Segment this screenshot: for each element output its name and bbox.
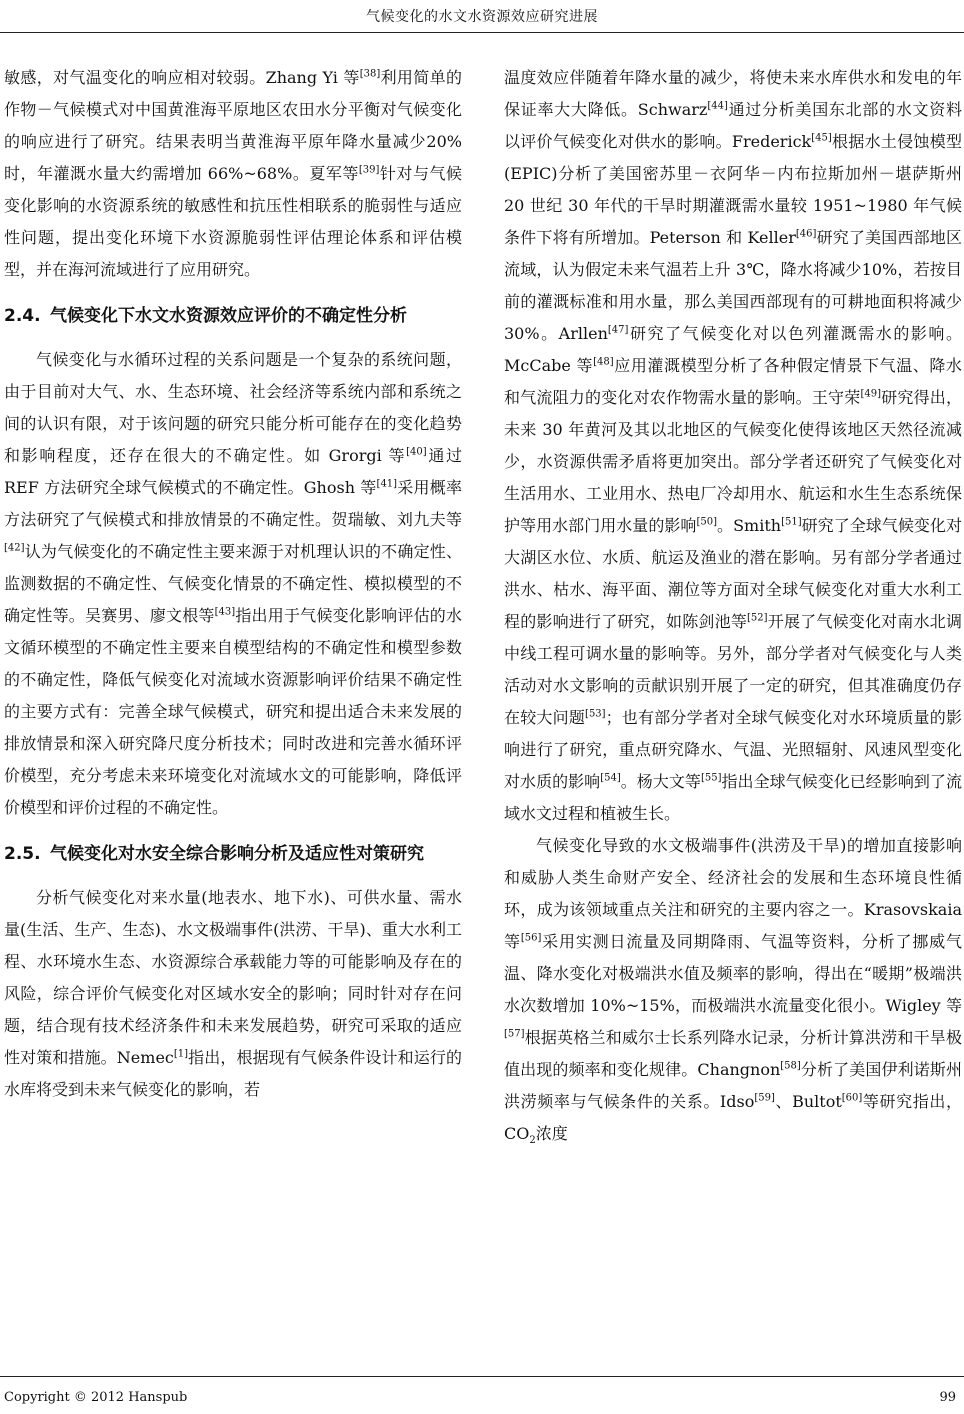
- section-number: 2.4.: [4, 306, 41, 326]
- running-title: 气候变化的水文水资源效应研究进展: [366, 9, 598, 25]
- section-number: 2.5.: [4, 844, 41, 864]
- citation-ref: [57]: [504, 1028, 525, 1040]
- citation-ref: [52]: [747, 612, 768, 624]
- section-heading-2-5: [4, 838, 462, 870]
- section-title: 气候变化对水安全综合影响分析及适应性对策研究: [50, 844, 424, 864]
- section-title: 气候变化下水文水资源效应评价的不确定性分析: [50, 306, 407, 326]
- citation-ref: [46]: [795, 228, 817, 240]
- citation-ref: [48]: [593, 356, 614, 368]
- citation-ref: [45]: [811, 132, 832, 144]
- paragraph-extreme-events: 气候变化导致的水文极端事件(洪涝及干旱)的增加直接影响和威胁人类生命财产安全、经济社会的发展和生态环境良性循环，成为该领域重点关注和研究的主要内容之一。Krasovskaia 等[56]采用实测日流量及同期降雨、气温等资料，分析了挪威气温、降水变化对极端洪水值及频率的影响，得出在“暖期”极端洪水次数增加 10%~15%，而极端洪水流量变化很小。Wigley 等[57]根据英格兰和威尔士长系列降水记录，分析计算洪涝和干旱极值出现的频率和变化规律。Changnon[58]分析了美国伊利诺斯州洪涝频率与气候条件的关系。Idso[59]、Bultot[60]等研究指出，$CO_2$浓度: [504, 836, 962, 1147]
- citation-ref: [59]: [754, 1092, 775, 1104]
- footer-rule: [0, 1376, 964, 1377]
- citation-ref: [60]: [841, 1092, 863, 1104]
- citation-ref: [55]: [700, 772, 722, 784]
- citation-ref: [53]: [585, 708, 606, 720]
- citation-ref: [47]: [607, 324, 629, 336]
- left-column: [4, 62, 462, 1106]
- header-rule: [0, 32, 964, 33]
- page-number: 99: [939, 1390, 956, 1405]
- citation-ref: [56]: [520, 932, 542, 944]
- citation-ref: [39]: [358, 164, 380, 176]
- copyright-notice: Copyright © 2012 Hanspub: [4, 1390, 188, 1405]
- citation-ref: [49]: [860, 388, 881, 400]
- citation-ref: [54]: [600, 772, 621, 784]
- citation-ref: [40]: [406, 446, 427, 458]
- citation-ref: [58]: [780, 1060, 801, 1072]
- section-heading-2-4: [4, 300, 462, 332]
- citation-ref: [50]: [696, 516, 717, 528]
- citation-ref: [38]: [359, 68, 381, 80]
- citation-ref: [42]: [4, 542, 25, 554]
- paragraph-uncertainty: 气候变化与水循环过程的关系问题是一个复杂的系统问题，由于目前对大气、水、生态环境、社会经济等系统内部和系统之间的认识有限，对于该问题的研究只能分析可能存在的变化趋势和影响程度，还存在很大的不确定性。如 Grorgi 等[40]通过 REF 方法研究全球气候模式的不确定性。Ghosh 等[41]采用概率方法研究了气候模式和排放情景的不确定性。贺瑞敏、刘九夫等[42]认为气候变化的不确定性主要来源于对机理认识的不确定性、监测数据的不确定性、气候变化情景的不确定性、模拟模型的不确定性等。吴赛男、廖文根等[43]指出用于气候变化影响评估的水文循环模型的不确定性主要来自模型结构的不确定性和模型参数的不确定性，降低气候变化对流域水资源影响评价结果不确定性的主要方式有：完善全球气候模式，研究和提出适合未来发展的排放情景和深入研究降尺度分析技术；同时改进和完善水循环评价模型，充分考虑未来环境变化对流域水文的可能影响，降低评价模型和评价过程的不确定性。: [4, 350, 462, 817]
- subscript: 2: [529, 1135, 536, 1147]
- citation-ref: [43]: [214, 606, 236, 618]
- paragraph-zhang-yi: 敏感，对气温变化的响应相对较弱。Zhang Yi 等[38]利用简单的作物－气候模式对中国黄淮海平原地区农田水分平衡对气候变化的响应进行了研究。结果表明当黄淮海平原年降水量减少20%时，年灌溉水量大约需增加 66%~68%。夏军等[39]针对与气候变化影响的水资源系统的敏感性和抗压性相联系的脆弱性与适应性问题，提出变化环境下水资源脆弱性评估理论体系和评估模型，并在海河流域进行了应用研究。: [4, 68, 462, 279]
- paragraph-water-security: 分析气候变化对来水量(地表水、地下水)、可供水量、需水量(生活、生产、生态)、水文极端事件(洪涝、干旱)、重大水利工程、水环境水生态、水资源综合承载能力等的可能影响及存在的风险，综合评价气候变化对区域水安全的影响；同时针对存在问题，结合现有技术经济条件和未来发展趋势，研究可采取的适应性对策和措施。Nemec[1]指出，根据现有气候条件设计和运行的水库将受到未来气候变化的影响，若: [4, 888, 462, 1099]
- paragraph-reservoir-impacts: 温度效应伴随着年降水量的减少，将使未来水库供水和发电的年保证率大大降低。Schwarz[44]通过分析美国东北部的水文资料以评价气候变化对供水的影响。Frederick[45]根据水土侵蚀模型(EPIC)分析了美国密苏里－衣阿华－内布拉斯加州－堪萨斯州 20 世纪 30 年代的干旱时期灌溉需水量较 1951~1980 年气候条件下将有所增加。Peterson 和 Keller[46]研究了美国西部地区流域，认为假定未来气温若上升 3℃，降水将减少10%，若按目前的灌溉标准和用水量，那么美国西部现有的可耕地面积将减少 30%。Arllen[47]研究了气候变化对以色列灌溉需水的影响。McCabe 等[48]应用灌溉模型分析了各种假定情景下气温、降水和气流阻力的变化对农作物需水量的影响。王守荣[49]研究得出，未来 30 年黄河及其以北地区的气候变化使得该地区天然径流减少，水资源供需矛盾将更加突出。部分学者还研究了气候变化对生活用水、工业用水、热电厂冷却用水、航运和水生生态系统保护等用水部门用水量的影响[50]。Smith[51]研究了全球气候变化对大湖区水位、水质、航运及渔业的潜在影响。另有部分学者通过洪水、枯水、海平面、潮位等方面对全球气候变化对重大水利工程的影响进行了研究，如陈剑池等[52]开展了气候变化对南水北调中线工程可调水量的影响等。另外，部分学者对气候变化与人类活动对水文影响的贡献识别开展了一定的研究，但其准确度仍存在较大问题[53]；也有部分学者对全球气候变化对水环境质量的影响进行了研究，重点研究降水、气温、光照辐射、风速风型变化对水质的影响[54]。杨大文等[55]指出全球气候变化已经影响到了流域水文过程和植被生长。: [504, 68, 962, 823]
- right-column: [504, 62, 962, 1150]
- citation-ref: [44]: [707, 100, 728, 112]
- citation-ref: [41]: [376, 478, 398, 490]
- citation-ref: [1]: [173, 1048, 189, 1060]
- citation-ref: [51]: [781, 516, 802, 528]
